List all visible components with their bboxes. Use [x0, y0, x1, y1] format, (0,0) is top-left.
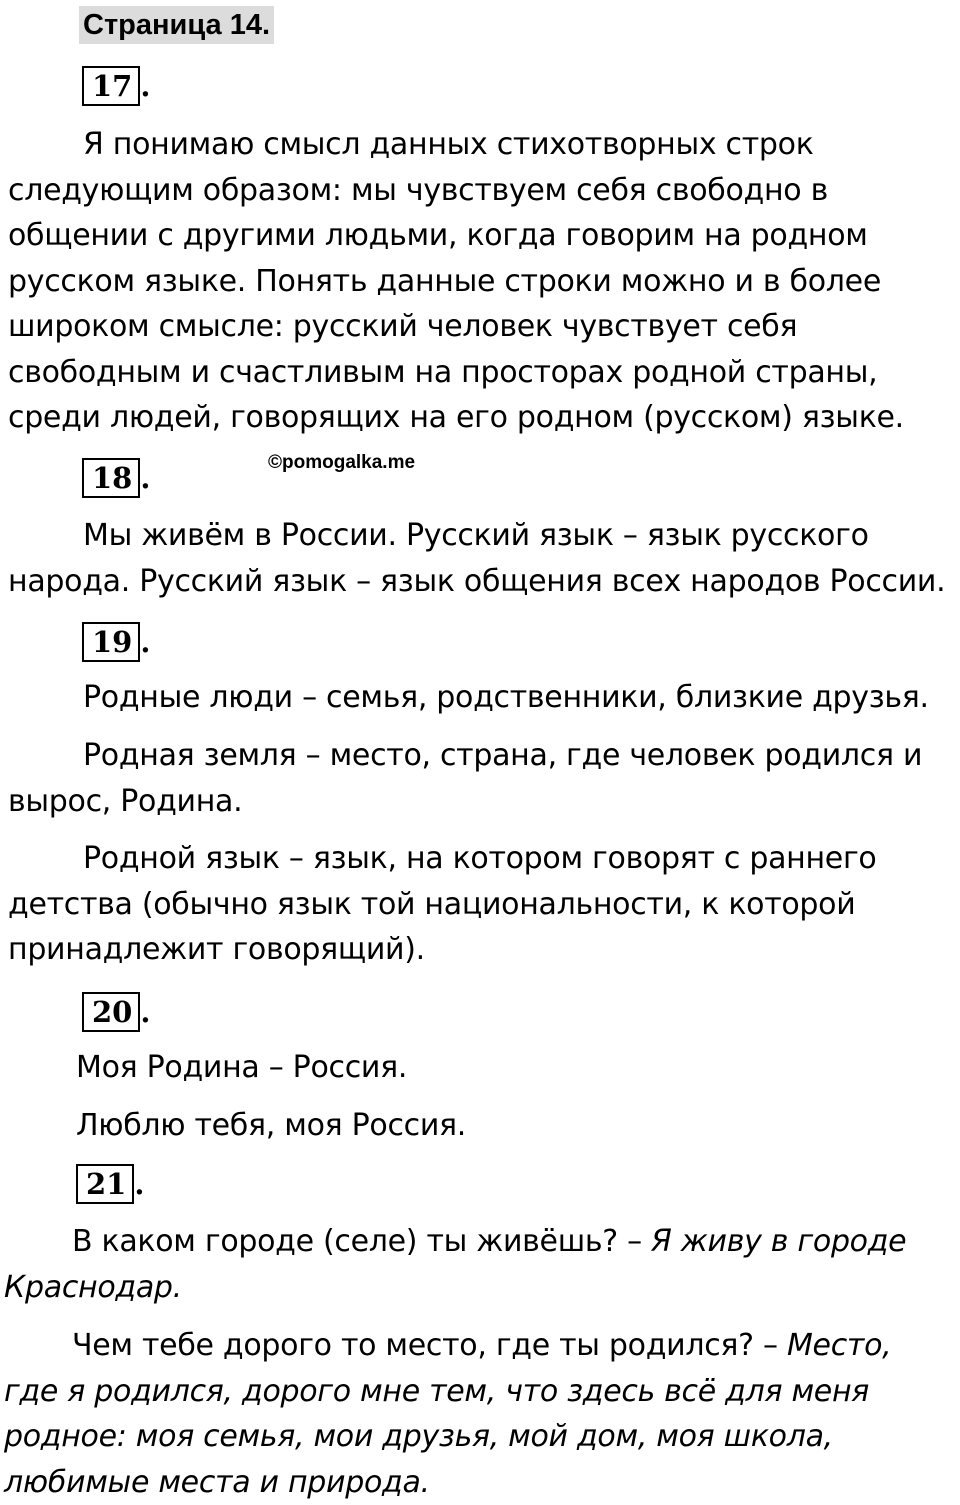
task-number-18: 18 . — [82, 458, 150, 498]
watermark: ©pomogalka.me — [268, 452, 416, 473]
task-19-paragraph-1: Родные люди – семья, родственники, близкие друзья. — [83, 680, 929, 715]
task-17-paragraph: Я понимаю смысл данных стихотворных строк следующим образом: мы чувствуем себя свободно в общении с другими людьми, когда говорим на родном русском языке. Понять данные строки можно и в более широком смысле: русский человек чувствует себя свободным и счастливым на просторах родной страны, среди людей, говорящих на его родном (русском) языке. — [8, 127, 904, 435]
task-number-20: 20 . — [82, 992, 150, 1032]
question-text: Чем тебе дорого то место, где ты родился? – — [72, 1328, 787, 1363]
task-number-21: 21 . — [76, 1164, 144, 1204]
task-20-paragraph-1: Моя Родина – Россия. — [76, 1050, 408, 1085]
task-number-17: 17 . — [82, 66, 150, 106]
page-title: Страница 14. — [79, 6, 274, 44]
task-18-paragraph: Мы живём в России. Русский язык – язык русского народа. Русский язык – язык общения всех народов России. — [8, 518, 946, 599]
task-number-box: 18 — [82, 458, 140, 498]
task-number-box: 19 — [82, 622, 140, 662]
task-19-paragraph-3: Родной язык – язык, на котором говорят с раннего детства (обычно язык той национальности, к которой принадлежит говорящий). — [8, 841, 877, 967]
answer-text: Место, где я родился, дорого мне тем, что здесь всё для меня родное: моя семья, мои друзья, мой дом, моя школа, любимые места и природа. — [4, 1328, 892, 1500]
task-19-paragraph-2: Родная земля – место, страна, где человек родился и вырос, Родина. — [8, 738, 923, 819]
answer-text: Я живу в городе Краснодар. — [4, 1224, 907, 1305]
task-number-19: 19 . — [82, 622, 150, 662]
task-number-box: 21 — [76, 1164, 134, 1204]
task-21-qa-2 — [4, 1323, 954, 1505]
task-21-qa-1 — [4, 1219, 954, 1310]
question-text: В каком городе (селе) ты живёшь? – — [72, 1224, 652, 1259]
task-number-box: 17 — [82, 66, 140, 106]
task-20-paragraph-2: Люблю тебя, моя Россия. — [76, 1108, 467, 1143]
task-number-box: 20 — [82, 992, 140, 1032]
